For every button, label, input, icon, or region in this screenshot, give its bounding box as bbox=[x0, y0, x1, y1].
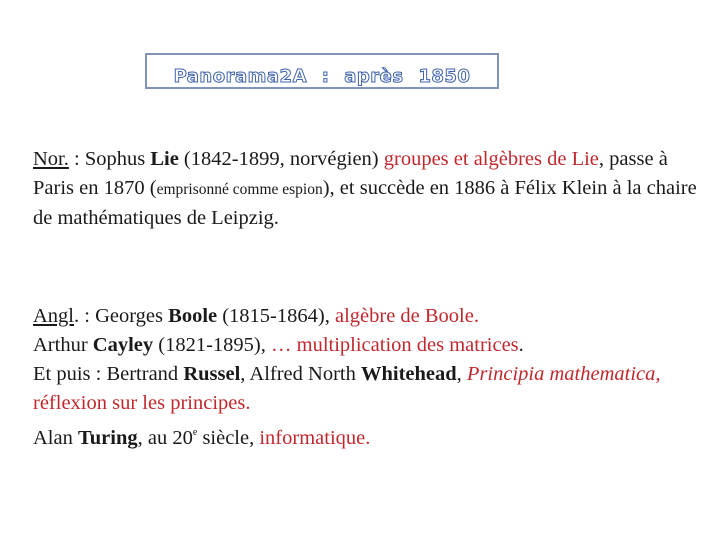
title-box bbox=[145, 53, 499, 89]
alan-first: Alan bbox=[33, 427, 78, 449]
paragraph-norway bbox=[33, 145, 703, 233]
russel-name: Russel bbox=[183, 363, 241, 385]
etpuis: Et puis : Bertrand bbox=[33, 363, 184, 385]
alfred-text: , Alfred North bbox=[240, 363, 361, 385]
comma: , bbox=[456, 363, 467, 385]
turing-name: Turing bbox=[77, 427, 138, 449]
arthur-first: Arthur bbox=[33, 334, 93, 356]
cayley-years: (1821-1895), bbox=[153, 334, 271, 356]
boole-topic: algèbre de Boole. bbox=[334, 305, 479, 327]
boole-years: (1815-1864), bbox=[217, 305, 335, 327]
boole-name: Boole bbox=[168, 305, 218, 327]
lie-name: Lie bbox=[150, 148, 179, 170]
siecle-text: siècle, bbox=[197, 427, 260, 449]
cayley-name: Cayley bbox=[92, 334, 154, 356]
paragraph-england bbox=[33, 302, 703, 453]
lie-prison: emprisonné comme espion bbox=[156, 181, 323, 198]
nor-label: Nor. bbox=[33, 148, 69, 170]
slide-title: Panorama2A : après 1850 bbox=[173, 65, 471, 87]
cayley-end: . bbox=[518, 334, 524, 356]
cayley-topic: … multiplication des matrices bbox=[271, 334, 519, 356]
au-text: , au 20 bbox=[137, 427, 193, 449]
lie-years: (1842-1899, norvégien) bbox=[178, 148, 384, 170]
angl-sep: . : Georges bbox=[74, 305, 169, 327]
century-sup: e bbox=[192, 427, 198, 438]
lie-topic: groupes et algèbres de Lie bbox=[383, 148, 599, 170]
reflexion-text: , réflexion sur les principes. bbox=[33, 363, 661, 414]
whitehead-name: Whitehead bbox=[360, 363, 457, 385]
informatique-topic: informatique. bbox=[259, 427, 371, 449]
angl-label: Angl bbox=[33, 305, 74, 327]
principia-title: Principia mathematica bbox=[466, 363, 656, 385]
lie-passe: , passe à Paris en 1870 ( bbox=[33, 148, 668, 199]
p1-sep: : Sophus bbox=[68, 148, 151, 170]
lie-rest: ), et succède en 1886 à Félix Klein à la chaire de mathématiques de Leipzig. bbox=[33, 177, 697, 229]
